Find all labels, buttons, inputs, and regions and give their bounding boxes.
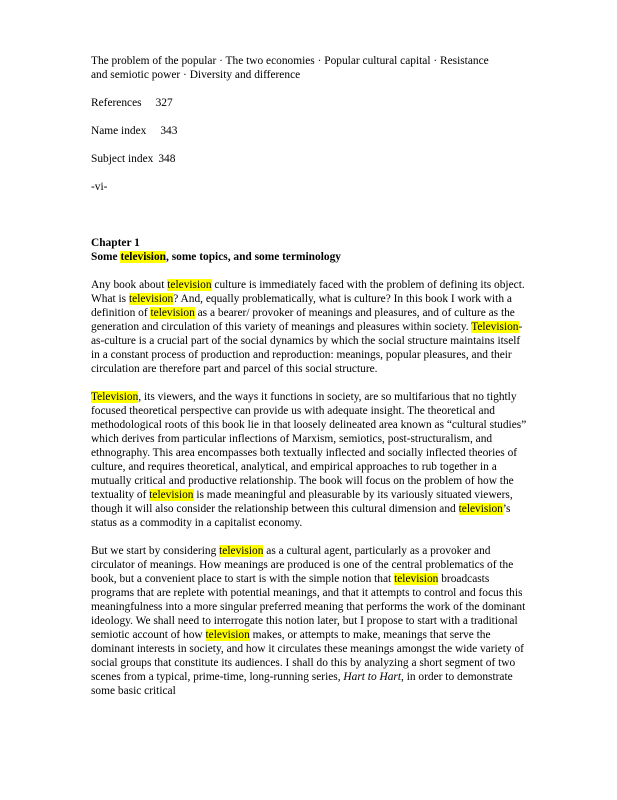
back-matter-label: Name index — [91, 125, 147, 137]
search-highlight: television — [205, 629, 250, 641]
back-matter-references — [91, 96, 531, 110]
paragraph-3: But we start by considering television as a cultural agent, particularly as a provoker and circulator of meanings. How meanings are produced is one of the central problematics of the book, but a convenient place to start is with the simple notion that television broadcasts programs that are replete with potential meanings, and that it attempts to control and focus this meaningfulness into a more singular preferred meaning that performs the work of the dominant ideology. We shall need to interrogate this notion later, but I propose to start with a traditional semiotic account of how television makes, or attempts to make, meanings that serve the dominant interests in society, and how it circulates these meanings amongst the wide variety of social groups that constitute its audiences. I shall do this by analyzing a short segment of two scenes from a typical, prime-time, long-running series, Hart to Hart, in order to demonstrate some basic critical — [91, 545, 526, 697]
back-matter-page: 327 — [155, 97, 173, 109]
search-highlight: television — [150, 307, 195, 319]
contents-entry — [91, 54, 531, 82]
search-highlight: television — [149, 489, 194, 501]
chapter-number: Chapter 1 — [91, 237, 140, 249]
document-page — [91, 54, 531, 698]
back-matter-subject-index — [91, 152, 531, 166]
paragraph-2: Television, its viewers, and the ways it functions in society, are so multifarious that no tightly focused theoretical perspective can provide us with adequate insight. The theoretical and methodological roots of this book lie in that loosely delineated area known as “cultural studies” which derives from particular inflections of Marxism, semiotics, post-structuralism, and ethnography. This area encompasses both textually inflected and socially inflected theories of culture, and requires theoretical, analytical, and empirical approaches to rub together in a mutually critical and productive relationship. The book will focus on the problem of how the textuality of television is made meaningful and pleasurable by its variously situated viewers, though it will also consider the relationship between this cultural dimension and television’s status as a commodity in a capitalist economy. — [91, 391, 527, 529]
search-highlight: television — [120, 251, 166, 263]
search-highlight: Television — [471, 321, 519, 333]
search-highlight: television — [128, 293, 174, 305]
search-highlight: television — [219, 545, 264, 557]
paragraph-1: Any book about television culture is immediately faced with the problem of defining its object. What is television? And, equally problematically, what is culture? In this book I work with a definition of television as a bearer/ provoker of meanings and pleasures, and of culture as the generation and circulation of this variety of meanings and pleasures within society. Television-as-culture is a crucial part of the social dynamics by which the social structure maintains itself in a constant process of production and reproduction: meanings, popular pleasures, and their circulation are therefore part and parcel of this social structure. — [91, 279, 525, 375]
chapter-heading — [91, 236, 531, 264]
contents-line-2: and semiotic power · Diversity and difference — [91, 69, 301, 81]
back-matter-page: 343 — [160, 125, 178, 137]
search-highlight: television — [167, 279, 212, 291]
back-matter-label: References — [91, 97, 142, 109]
back-matter-label: Subject index — [91, 153, 154, 165]
chapter-title: Some television, some topics, and some terminology — [91, 251, 341, 263]
search-highlight: television — [394, 573, 439, 585]
search-highlight: Television — [91, 391, 139, 403]
contents-line-1: The problem of the popular · The two economies · Popular cultural capital · Resistance — [91, 55, 489, 67]
page-marker: -vi- — [91, 181, 108, 193]
back-matter-name-index — [91, 124, 531, 138]
back-matter-page: 348 — [158, 153, 176, 165]
series-title: Hart to Hart — [343, 671, 402, 683]
search-highlight: television — [458, 503, 503, 515]
